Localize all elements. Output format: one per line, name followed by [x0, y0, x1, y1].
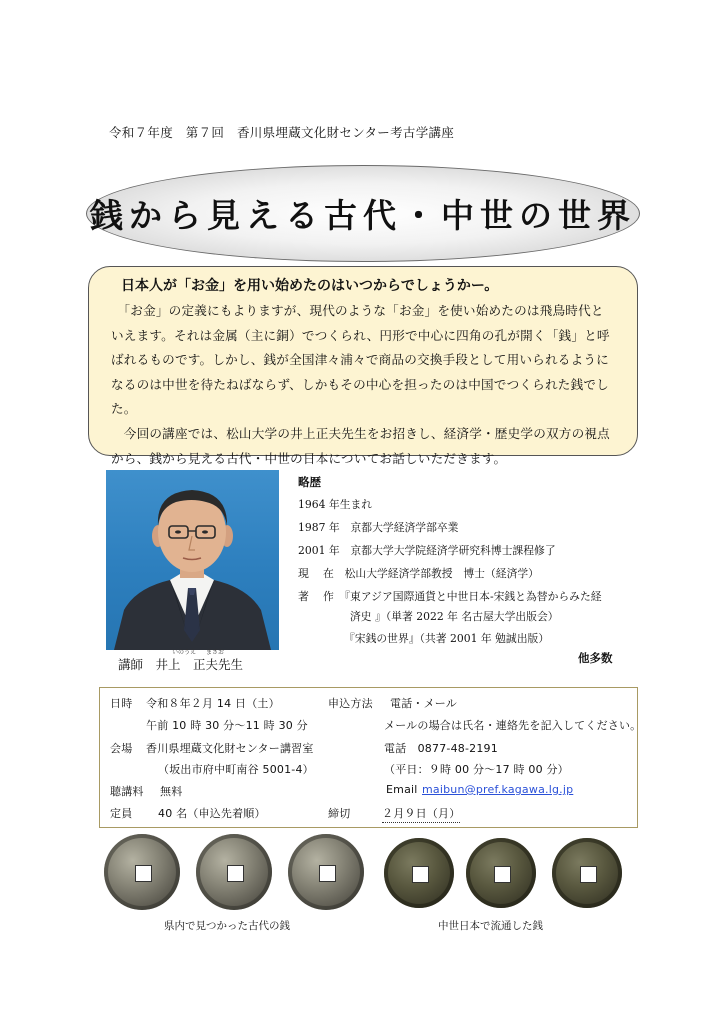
title-banner [86, 165, 640, 262]
lecturer-caption: 講師 井上 正夫先生 [118, 657, 244, 672]
ancient-coin [196, 834, 272, 910]
email-label: Email [386, 783, 418, 796]
medieval-chinese-coin [384, 838, 454, 908]
lecturer-photo [106, 470, 279, 650]
time-value: 午前 10 時 30 分～11 時 30 分 [146, 719, 308, 732]
venue-label: 会場 [110, 742, 133, 755]
capacity-label: 定員 [110, 807, 133, 820]
apply-label: 申込方法 [328, 697, 373, 710]
career-more: 他多数 [578, 651, 613, 665]
mail-note: メールの場合は氏名・連絡先を記入してください。 [384, 719, 642, 732]
ancient-coin [104, 834, 180, 910]
coin-hole [580, 866, 597, 883]
capacity-value: 40 名（申込先着順） [158, 807, 266, 820]
venue-value: 香川県埋蔵文化財センター講習室 [146, 742, 314, 755]
coin-hole [319, 865, 336, 882]
lecture-series-header: 令和７年度 第７回 香川県埋蔵文化財センター考古学講座 [109, 125, 455, 140]
intro-line: ばれるものです。しかし、銭が全国津々浦々で商品の交換手段として用いられるように [111, 352, 609, 368]
intro-box [88, 266, 638, 466]
intro-line: 「お金」の定義にもよりますが、現代のような「お金」を使い始めたのは飛鳥時代と [111, 303, 604, 318]
deadline-value: ２月９日（月） [382, 805, 460, 823]
career-item: 2001 年 京都大学大学院経済学研究科博士課程修了 [298, 544, 556, 557]
intro-heading: 日本人が「お金」を用い始めたのはいつからでしょうかー。 [121, 278, 499, 294]
coin-hole [135, 865, 152, 882]
career-item: 現 在 松山大学経済学部教授 博士（経済学） [298, 567, 539, 580]
venue-address: （坂出市府中町南谷 5001-4） [158, 763, 314, 776]
career-item: 1987 年 京都大学経済学部卒業 [298, 521, 459, 534]
coin-hole [227, 865, 244, 882]
coin-hole [412, 866, 429, 883]
date-label: 日時 [110, 697, 133, 710]
intro-line: 今回の講座では、松山大学の井上正夫先生をお招きし、経済学・歴史学の双方の視点 [111, 425, 610, 441]
medieval-coin-caption: 中世日本で流通した銭 [438, 920, 543, 932]
office-hours: （平日：９時 00 分～17 時 00 分） [384, 763, 569, 776]
career-item: 著 作 『東アジア国際通貨と中世日本-宋銭と為替からみた経 [298, 590, 602, 603]
ancient-coin [288, 834, 364, 910]
intro-line: から、銭から見える古代・中世の日本についてお話しいただきます。 [111, 450, 507, 466]
fee-value: 無料 [160, 785, 183, 798]
furigana-inoue: いのうえ [172, 649, 197, 656]
intro-line: た。 [111, 401, 137, 417]
coin-hole [494, 866, 511, 883]
career-item: 『宋銭の世界』（共著 2001 年 勉誠出版） [344, 632, 550, 645]
apply-value: 電話・メール [390, 697, 457, 710]
career-item: 済史 』（単著 2022 年 名古屋大学出版会） [350, 610, 559, 623]
medieval-chinese-coin [466, 838, 536, 908]
fee-label: 聴講料 [110, 785, 144, 798]
ancient-coin-caption: 県内で見つかった古代の銭 [164, 920, 290, 932]
intro-line: なるのは中世を待たねばならず、しかもその中心を担ったのは中国でつくられた銭でし [111, 376, 609, 392]
intro-line: いえます。それは金属（主に銅）でつくられ、円形で中心に四角の孔が開く「銭」と呼 [111, 327, 610, 343]
main-title: 銭から見える古代・中世の世界 [90, 196, 636, 235]
medieval-chinese-coin [552, 838, 622, 908]
lecturer-portrait-illustration [106, 470, 279, 650]
phone-number: 電話 0877-48-2191 [384, 742, 498, 755]
deadline-label: 締切 [328, 807, 351, 820]
furigana-masao: まさお [206, 649, 225, 656]
date-value: 令和８年２月 14 日（土） [146, 697, 280, 710]
email-link[interactable]: maibun@pref.kagawa.lg.jp [422, 783, 574, 796]
career-item: 1964 年生まれ [298, 498, 373, 511]
career-heading: 略歴 [298, 475, 321, 489]
